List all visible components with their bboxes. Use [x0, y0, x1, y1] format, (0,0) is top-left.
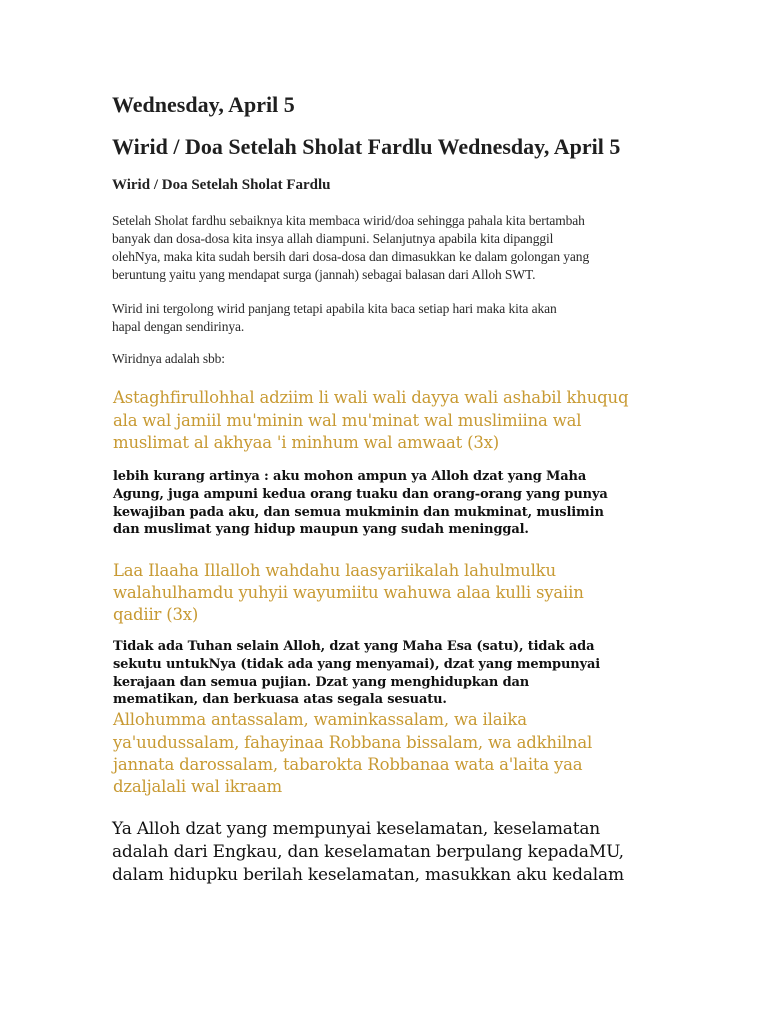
translation-line: dan muslimat yang hidup maupun yang sudah meninggal. [113, 522, 529, 537]
translation-line: Tidak ada Tuhan selain Alloh, dzat yang Maha Esa (satu), tidak ada [113, 639, 595, 654]
wirid-intro: Wiridnya adalah sbb: [112, 351, 225, 366]
intro-line: Setelah Sholat fardhu sebaiknya kita membaca wirid/doa sehingga pahala kita bertambah [112, 213, 585, 228]
wirid-arabic-line: muslimat al akhyaa 'i minhum wal amwaat (3x) [113, 433, 499, 452]
translation-line: adalah dari Engkau, dan keselamatan berpulang kepadaMU, [112, 842, 624, 862]
translation-line: sekutu untukNya (tidak ada yang menyamai), dzat yang mempunyai [113, 657, 601, 672]
translation-line: Agung, juga ampuni kedua orang tuaku dan orang-orang yang punya [113, 487, 608, 502]
intro-line: banyak dan dosa-dosa kita insya allah diampuni. Selanjutnya apabila kita dipanggil [112, 231, 554, 246]
paragraph-line: Wirid ini tergolong wirid panjang tetapi apabila kita baca setiap hari maka kita akan [112, 301, 557, 316]
intro-line: beruntung yaitu yang mendapat surga (jannah) sebagai balasan dari Alloh SWT. [112, 267, 536, 282]
translation-line: mematikan, dan berkuasa atas segala sesuatu. [113, 692, 447, 707]
wirid-arabic-line: ala wal jamiil mu'minin wal mu'minat wal muslimiina wal [113, 411, 582, 430]
wirid-arabic-line: ya'uudussalam, fahayinaa Robbana bissalam, wa adkhilnal [113, 733, 593, 752]
wirid-arabic-line: Allohumma antassalam, waminkassalam, wa ilaika [113, 710, 527, 729]
page-title: Wirid / Doa Setelah Sholat Fardlu Wednesday, April 5 [112, 134, 621, 159]
translation-line: Ya Alloh dzat yang mempunyai keselamatan, keselamatan [112, 819, 601, 839]
wirid-arabic-line: dzaljalali wal ikraam [113, 777, 283, 796]
translation-line: dalam hidupku berilah keselamatan, masukkan aku kedalam [112, 865, 624, 885]
wirid-arabic-line: Laa Ilaaha Illalloh wahdahu laasyariikalah lahulmulku [113, 561, 556, 580]
wirid-arabic-line: jannata darossalam, tabarokta Robbanaa wata a'laita yaa [113, 755, 583, 774]
paragraph-line: hapal dengan sendirinya. [112, 319, 245, 334]
translation-line: kewajiban pada aku, dan semua mukminin dan mukminat, muslimin [113, 505, 604, 520]
wirid-arabic-line: qadiir (3x) [113, 605, 199, 624]
intro-line: olehNya, maka kita sudah bersih dari dosa-dosa dan dimasukkan ke dalam golongan yang [112, 249, 590, 264]
wirid-arabic-line: Astaghfirullohhal adziim li wali wali dayya wali ashabil khuquq [113, 388, 629, 407]
translation-line: lebih kurang artinya : aku mohon ampun ya Alloh dzat yang Maha [113, 469, 587, 484]
wirid-arabic-line: walahulhamdu yuhyii wayumiitu wahuwa alaa kulli syaiin [113, 583, 584, 602]
date-heading: Wednesday, April 5 [112, 92, 295, 117]
section-subtitle: Wirid / Doa Setelah Sholat Fardlu [112, 177, 331, 193]
translation-line: kerajaan dan semua pujian. Dzat yang menghidupkan dan [113, 675, 530, 690]
